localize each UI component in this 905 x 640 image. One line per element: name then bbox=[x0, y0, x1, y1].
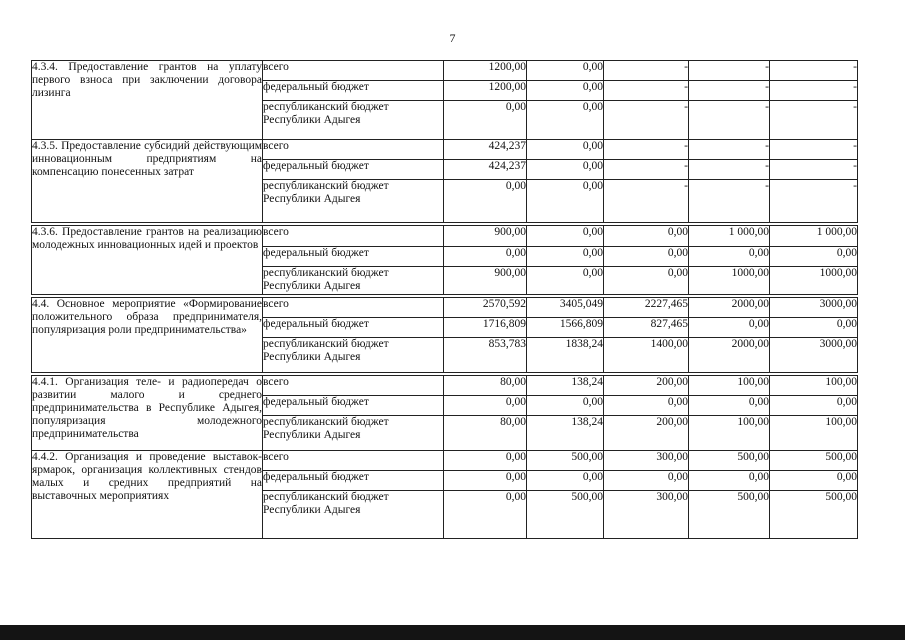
amount-cell: 3405,049 bbox=[527, 298, 604, 318]
amount-cell: 300,00 bbox=[604, 451, 689, 471]
amount-cell: 0,00 bbox=[527, 160, 604, 180]
amount-cell: 0,00 bbox=[444, 471, 527, 491]
amount-cell: - bbox=[604, 81, 689, 101]
amount-cell: 0,00 bbox=[770, 396, 858, 416]
funding-source: федеральный бюджет bbox=[263, 471, 444, 491]
amount-cell: 80,00 bbox=[444, 376, 527, 396]
scan-bottom-edge bbox=[0, 625, 905, 640]
measure-name: 4.4. Основное мероприятие «Формирование положительного образа предпринимателя, популяризация роли предпринимательства» bbox=[32, 298, 263, 373]
amount-cell: 0,00 bbox=[770, 247, 858, 267]
amount-cell: 500,00 bbox=[527, 451, 604, 471]
funding-source: федеральный бюджет bbox=[263, 81, 444, 101]
amount-cell: 0,00 bbox=[444, 101, 527, 140]
amount-cell: 0,00 bbox=[444, 247, 527, 267]
funding-source: республиканский бюджет Республики Адыгея bbox=[263, 101, 444, 140]
amount-cell: 0,00 bbox=[444, 491, 527, 539]
amount-cell: 0,00 bbox=[527, 101, 604, 140]
measure-name: 4.4.2. Организация и проведение выставок-ярмарок, организация коллективных стендов малых и средних предприятий на выставочных мероприятиях bbox=[32, 451, 263, 539]
funding-source: республиканский бюджет Республики Адыгея bbox=[263, 338, 444, 373]
funding-source: всего bbox=[263, 376, 444, 396]
amount-cell: 0,00 bbox=[527, 140, 604, 160]
amount-cell: 2570,592 bbox=[444, 298, 527, 318]
amount-cell: 500,00 bbox=[770, 491, 858, 539]
amount-cell: - bbox=[604, 160, 689, 180]
amount-cell: - bbox=[770, 81, 858, 101]
amount-cell: 1566,809 bbox=[527, 318, 604, 338]
table-row bbox=[32, 376, 858, 396]
amount-cell: 3000,00 bbox=[770, 298, 858, 318]
funding-source: всего bbox=[263, 140, 444, 160]
amount-cell: 0,00 bbox=[527, 226, 604, 247]
amount-cell: 80,00 bbox=[444, 416, 527, 451]
amount-cell: 0,00 bbox=[770, 318, 858, 338]
funding-source: республиканский бюджет Республики Адыгея bbox=[263, 267, 444, 295]
amount-cell: 100,00 bbox=[770, 416, 858, 451]
page-number: 7 bbox=[449, 31, 456, 45]
amount-cell: 1400,00 bbox=[604, 338, 689, 373]
amount-cell: - bbox=[770, 140, 858, 160]
amount-cell: 2227,465 bbox=[604, 298, 689, 318]
funding-source: республиканский бюджет Республики Адыгея bbox=[263, 180, 444, 223]
amount-cell: 0,00 bbox=[527, 81, 604, 101]
amount-cell: 853,783 bbox=[444, 338, 527, 373]
amount-cell: 0,00 bbox=[527, 471, 604, 491]
amount-cell: - bbox=[770, 160, 858, 180]
amount-cell: 0,00 bbox=[689, 396, 770, 416]
amount-cell: 827,465 bbox=[604, 318, 689, 338]
amount-cell: 1200,00 bbox=[444, 81, 527, 101]
budget-table bbox=[31, 60, 858, 539]
amount-cell: 138,24 bbox=[527, 376, 604, 396]
amount-cell: 900,00 bbox=[444, 226, 527, 247]
amount-cell: 0,00 bbox=[444, 180, 527, 223]
funding-source: всего bbox=[263, 61, 444, 81]
measure-name: 4.4.1. Организация теле- и радиопередач о развитии малого и среднего предпринимательства в Республике Адыгея, популяризация молодежного предпринимательства bbox=[32, 376, 263, 451]
amount-cell: 1200,00 bbox=[444, 61, 527, 81]
amount-cell: 200,00 bbox=[604, 416, 689, 451]
amount-cell: 0,00 bbox=[689, 247, 770, 267]
amount-cell: 0,00 bbox=[770, 471, 858, 491]
measure-name: 4.3.5. Предоставление субсидий действующим инновационным предприятиям на компенсацию понесенных затрат bbox=[32, 140, 263, 223]
funding-source: федеральный бюджет bbox=[263, 396, 444, 416]
amount-cell: 100,00 bbox=[689, 416, 770, 451]
amount-cell: 0,00 bbox=[527, 267, 604, 295]
amount-cell: 0,00 bbox=[689, 471, 770, 491]
amount-cell: 1 000,00 bbox=[770, 226, 858, 247]
amount-cell: - bbox=[689, 180, 770, 223]
amount-cell: 1000,00 bbox=[689, 267, 770, 295]
amount-cell: 0,00 bbox=[604, 226, 689, 247]
amount-cell: 100,00 bbox=[689, 376, 770, 396]
funding-source: всего bbox=[263, 226, 444, 247]
amount-cell: 3000,00 bbox=[770, 338, 858, 373]
measure-name: 4.3.4. Предоставление грантов на уплату первого взноса при заключении договора лизинга bbox=[32, 61, 263, 140]
amount-cell: - bbox=[689, 140, 770, 160]
funding-source: всего bbox=[263, 298, 444, 318]
amount-cell: - bbox=[770, 61, 858, 81]
amount-cell: 300,00 bbox=[604, 491, 689, 539]
amount-cell: 500,00 bbox=[689, 491, 770, 539]
table-row bbox=[32, 140, 858, 160]
amount-cell: - bbox=[689, 101, 770, 140]
amount-cell: 0,00 bbox=[689, 318, 770, 338]
amount-cell: 0,00 bbox=[604, 247, 689, 267]
funding-source: республиканский бюджет Республики Адыгея bbox=[263, 416, 444, 451]
amount-cell: 1000,00 bbox=[770, 267, 858, 295]
amount-cell: 2000,00 bbox=[689, 298, 770, 318]
table-row bbox=[32, 61, 858, 81]
amount-cell: 0,00 bbox=[444, 451, 527, 471]
amount-cell: 500,00 bbox=[770, 451, 858, 471]
amount-cell: 1 000,00 bbox=[689, 226, 770, 247]
amount-cell: 0,00 bbox=[604, 396, 689, 416]
funding-source: федеральный бюджет bbox=[263, 318, 444, 338]
funding-source: федеральный бюджет bbox=[263, 160, 444, 180]
table-row bbox=[32, 226, 858, 247]
table-row bbox=[32, 298, 858, 318]
amount-cell: - bbox=[689, 61, 770, 81]
amount-cell: - bbox=[770, 180, 858, 223]
amount-cell: 424,237 bbox=[444, 160, 527, 180]
amount-cell: 0,00 bbox=[527, 396, 604, 416]
amount-cell: - bbox=[689, 81, 770, 101]
amount-cell: - bbox=[689, 160, 770, 180]
amount-cell: 0,00 bbox=[527, 247, 604, 267]
funding-source: всего bbox=[263, 451, 444, 471]
amount-cell: 200,00 bbox=[604, 376, 689, 396]
table-row bbox=[32, 451, 858, 471]
amount-cell: 500,00 bbox=[689, 451, 770, 471]
amount-cell: 500,00 bbox=[527, 491, 604, 539]
funding-source: республиканский бюджет Республики Адыгея bbox=[263, 491, 444, 539]
amount-cell: 0,00 bbox=[527, 61, 604, 81]
amount-cell: 0,00 bbox=[604, 267, 689, 295]
amount-cell: - bbox=[604, 140, 689, 160]
amount-cell: - bbox=[770, 101, 858, 140]
amount-cell: 1838,24 bbox=[527, 338, 604, 373]
amount-cell: - bbox=[604, 180, 689, 223]
amount-cell: 0,00 bbox=[444, 396, 527, 416]
amount-cell: 100,00 bbox=[770, 376, 858, 396]
amount-cell: 900,00 bbox=[444, 267, 527, 295]
amount-cell: - bbox=[604, 61, 689, 81]
amount-cell: 1716,809 bbox=[444, 318, 527, 338]
amount-cell: - bbox=[604, 101, 689, 140]
measure-name: 4.3.6. Предоставление грантов на реализацию молодежных инновационных идей и проектов bbox=[32, 226, 263, 295]
amount-cell: 2000,00 bbox=[689, 338, 770, 373]
amount-cell: 138,24 bbox=[527, 416, 604, 451]
amount-cell: 0,00 bbox=[527, 180, 604, 223]
amount-cell: 424,237 bbox=[444, 140, 527, 160]
funding-source: федеральный бюджет bbox=[263, 247, 444, 267]
amount-cell: 0,00 bbox=[604, 471, 689, 491]
